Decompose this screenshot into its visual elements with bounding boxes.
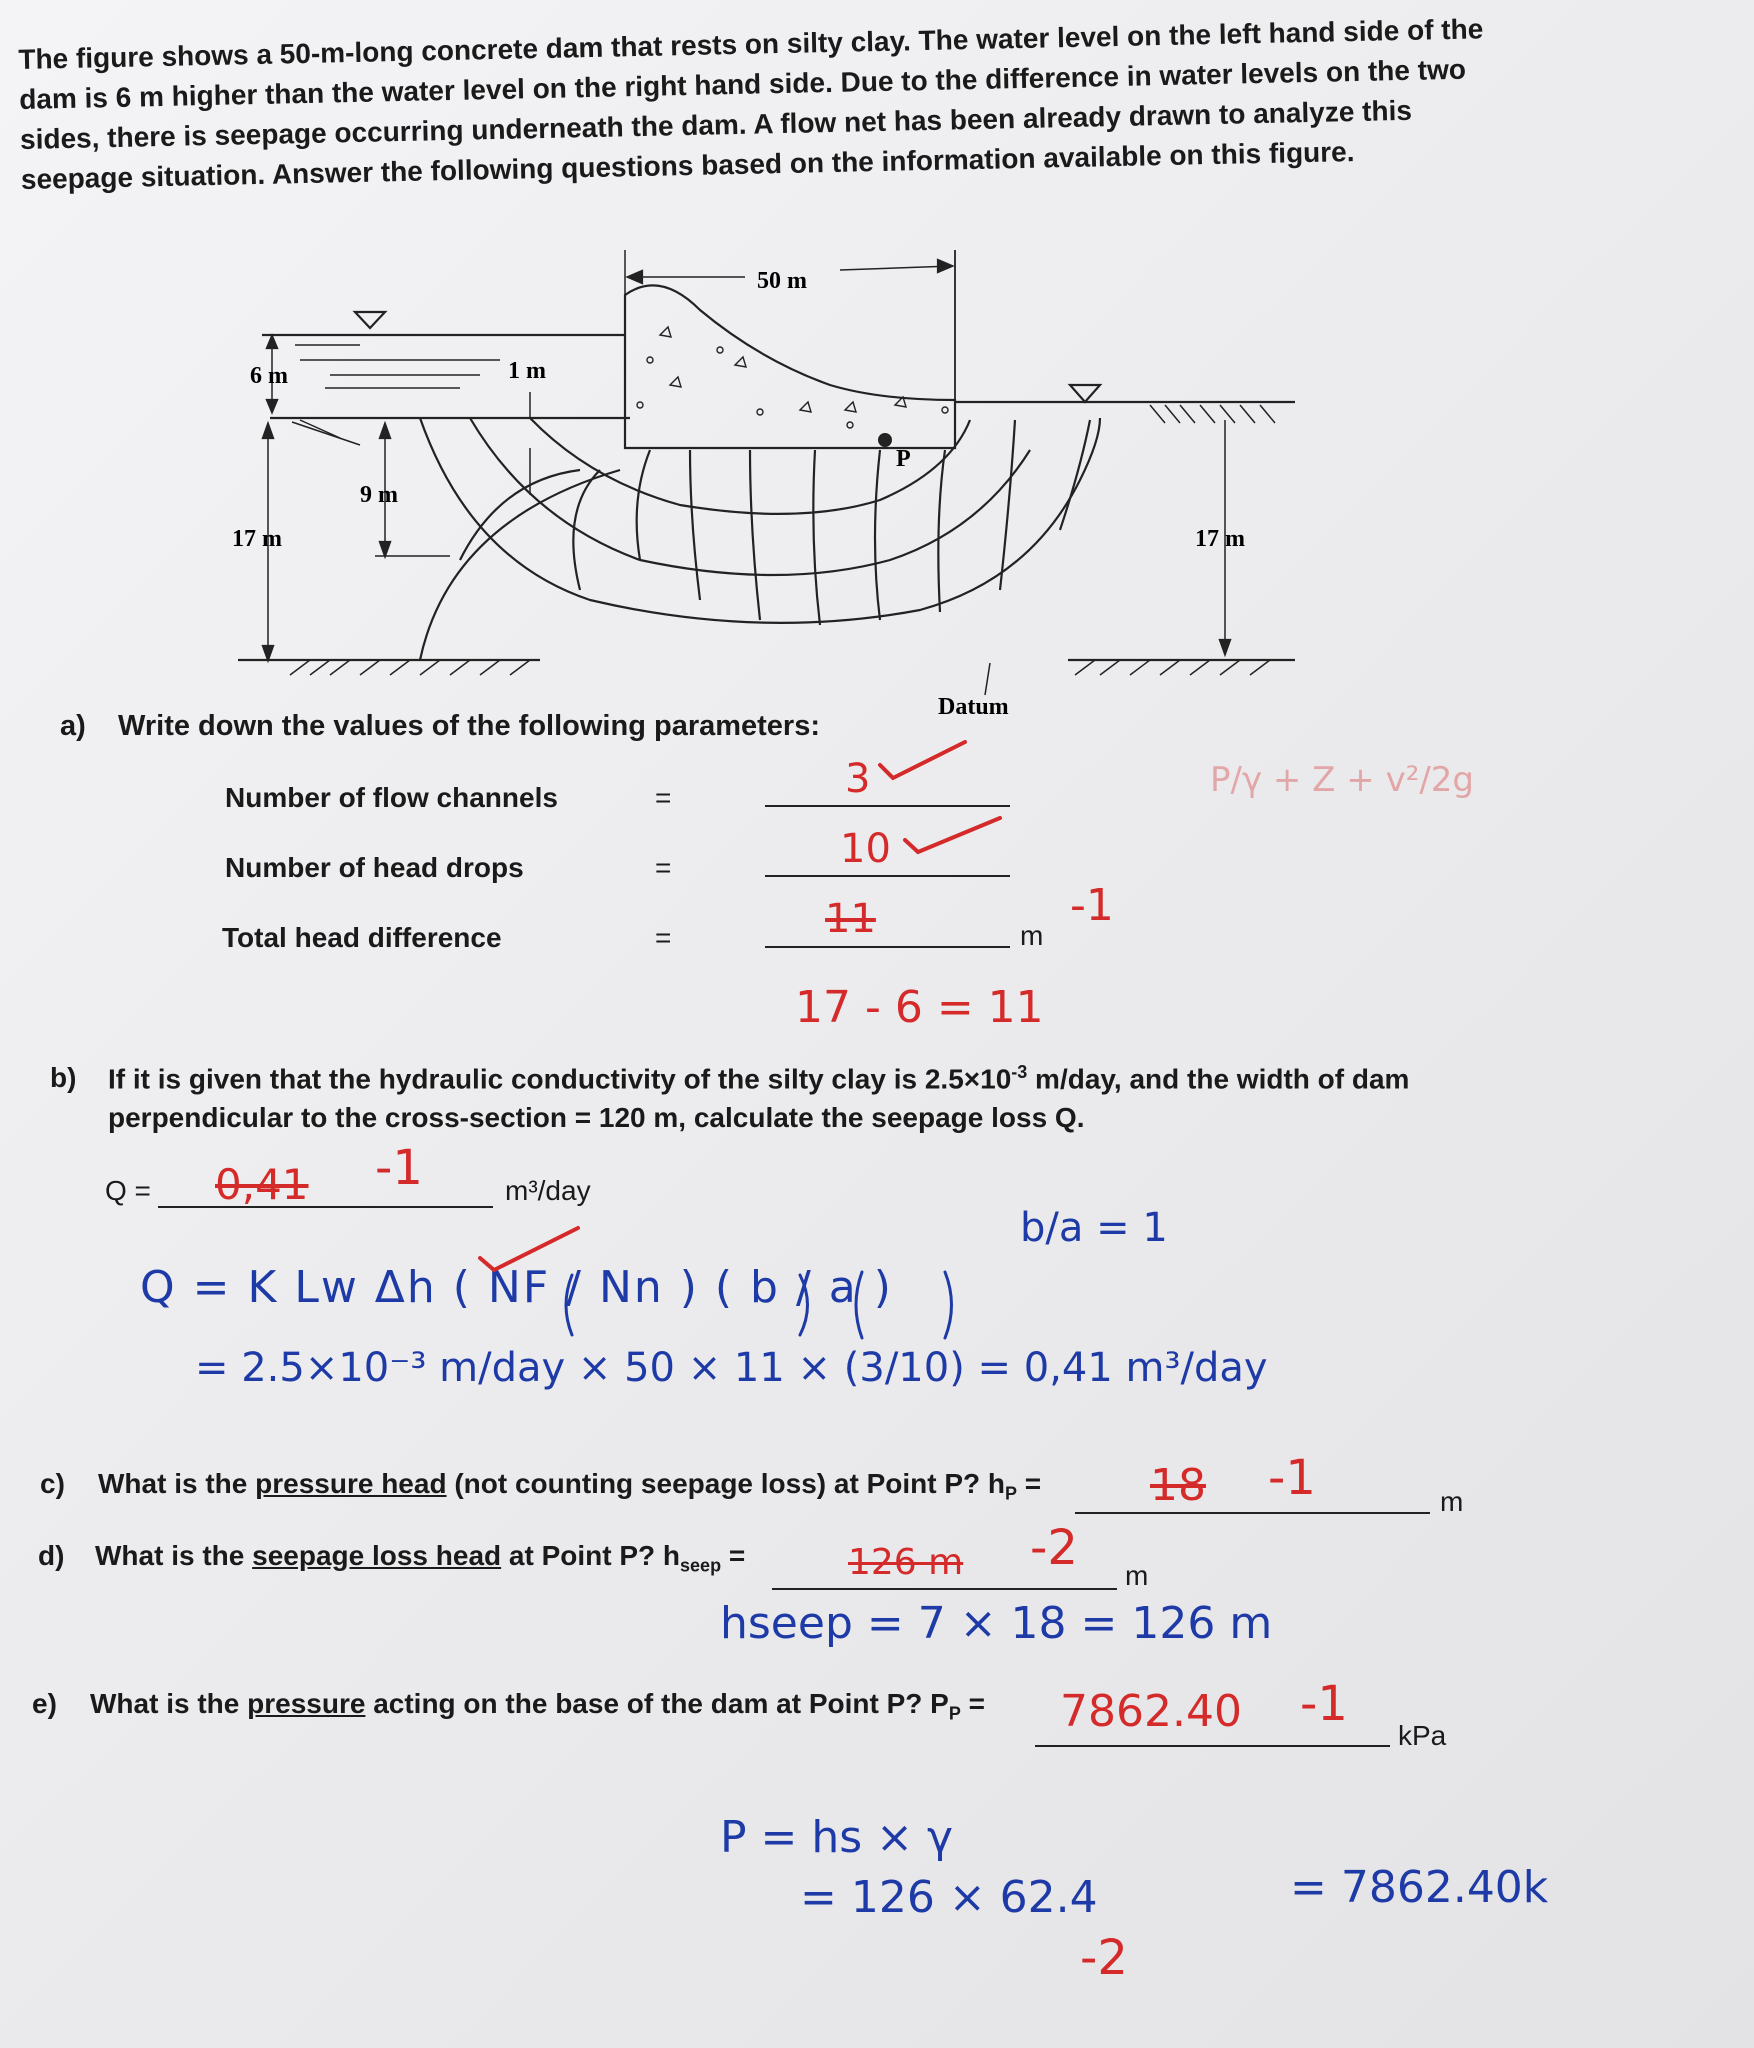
part-c-prompt-underlined: pressure head: [255, 1468, 447, 1499]
part-d-work: hseep = 7 × 18 = 126 m: [720, 1598, 1273, 1649]
seepage-head-answer: 126 m: [848, 1542, 964, 1583]
part-b-prompt-exp: -3: [1011, 1062, 1028, 1082]
part-c-label: c): [40, 1468, 65, 1499]
part-d-prompt-pre: What is the: [95, 1540, 253, 1571]
part-b-mark: -1: [375, 1140, 423, 1196]
dim-9m: 9 m: [360, 482, 398, 508]
part-a-work: 17 - 6 = 11: [795, 982, 1044, 1033]
part-b-prompt-1: If it is given that the hydraulic conductivity of the silty clay is 2.5×10: [108, 1063, 1012, 1095]
part-d-prompt-post: at Point P? h: [501, 1540, 681, 1571]
paren-right-2: [945, 1272, 952, 1338]
part-d-label: d): [38, 1540, 65, 1571]
part-b-formula-note: b/a = 1: [1020, 1205, 1168, 1251]
check-mark-flow-channels: [880, 742, 965, 778]
part-e-prompt-underlined: pressure: [247, 1688, 366, 1719]
part-e-prompt-sub: P: [948, 1703, 961, 1724]
flow-channels-eq: =: [655, 782, 672, 813]
dim-17m-right: 17 m: [1195, 526, 1245, 552]
pressure-unit: kPa: [1398, 1720, 1447, 1751]
head-difference-answer: 11: [825, 896, 876, 942]
head-drops-label: Number of head drops: [225, 852, 524, 883]
part-b-formula: Q = K Lw Δh ( NF / Nn ) ( b / a ): [140, 1262, 893, 1313]
head-difference-label: Total head difference: [222, 922, 502, 953]
pressure-head-unit: m: [1440, 1486, 1464, 1517]
part-e-mark-bottom: -2: [1080, 1930, 1128, 1986]
paren-right: [800, 1275, 808, 1335]
dim-50m: 50 m: [757, 268, 807, 294]
flow-channels-answer: 3: [845, 756, 871, 802]
pressure-head-answer: 18: [1150, 1460, 1206, 1511]
head-drops-answer: 10: [840, 826, 891, 872]
q-label: Q =: [105, 1175, 151, 1206]
part-c-prompt-pre: What is the: [98, 1468, 256, 1499]
head-difference-eq: =: [655, 922, 672, 953]
q-answer: 0,41: [215, 1160, 309, 1209]
part-b-prompt-2: m/day, and the width of dam: [1027, 1063, 1410, 1095]
part-d-prompt-sub: seep: [680, 1555, 722, 1576]
part-c-prompt-eq: =: [1017, 1468, 1042, 1499]
part-e-prompt-post: acting on the base of the dam at Point P? P: [365, 1688, 949, 1719]
part-e-prompt-pre: What is the: [90, 1688, 248, 1719]
check-mark-formula: [480, 1228, 578, 1270]
part-b-label: b): [50, 1062, 77, 1093]
part-d-mark: -2: [1030, 1520, 1078, 1576]
head-difference-unit: m: [1020, 920, 1044, 951]
part-c-prompt-sub: P: [1005, 1483, 1018, 1504]
part-b-work: = 2.5×10⁻³ m/day × 50 × 11 × (3/10) = 0,41 m³/day: [195, 1345, 1268, 1391]
head-drops-eq: =: [655, 852, 672, 883]
part-d-prompt-eq: =: [721, 1540, 746, 1571]
part-a-mark: -1: [1070, 880, 1114, 931]
part-e-work-2: = 126 × 62.4: [800, 1872, 1098, 1923]
point-p-label: P: [896, 446, 911, 472]
dim-6m: 6 m: [250, 363, 288, 389]
dim-1m: 1 m: [508, 358, 546, 384]
part-a-label: a): [60, 710, 86, 742]
check-mark-head-drops: [905, 818, 1000, 852]
problem-statement: The figure shows a 50-m-long concrete dam that rests on silty clay. The water level on the left hand side of the dam is 6 m higher than the water level on the right hand side. Due to the difference in water levels on the two sides, there is seepage occurring underneath the dam. A flow net has been already drawn to analyze this seepage situation. Answer the following questions based on the information available on this figure.: [18, 13, 1484, 195]
dim-17m-left: 17 m: [232, 526, 282, 552]
side-scribble: P/γ + Z + v²/2g: [1210, 760, 1474, 800]
paren-left: [566, 1275, 572, 1335]
flow-channels-label: Number of flow channels: [225, 782, 558, 813]
part-d-prompt-underlined: seepage loss head: [252, 1540, 502, 1571]
part-c-prompt-post: (not counting seepage loss) at Point P? h: [446, 1468, 1006, 1499]
datum-label: Datum: [938, 694, 1009, 720]
part-a-prompt: Write down the values of the following parameters:: [118, 710, 821, 742]
seepage-head-unit: m: [1125, 1560, 1149, 1591]
part-c-mark: -1: [1268, 1450, 1316, 1506]
part-e-mark: -1: [1300, 1676, 1348, 1732]
pressure-answer: 7862.40: [1060, 1686, 1242, 1737]
part-e-work-1: P = hs × γ: [720, 1812, 954, 1863]
part-e-label: e): [32, 1688, 57, 1719]
part-e-prompt-eq: =: [960, 1688, 985, 1719]
part-b-prompt-line2: perpendicular to the cross-section = 120 m, calculate the seepage loss Q.: [108, 1102, 1085, 1133]
q-unit: m³/day: [505, 1175, 591, 1206]
paren-left-2: [856, 1272, 862, 1338]
part-e-work-3: = 7862.40k: [1290, 1862, 1549, 1913]
